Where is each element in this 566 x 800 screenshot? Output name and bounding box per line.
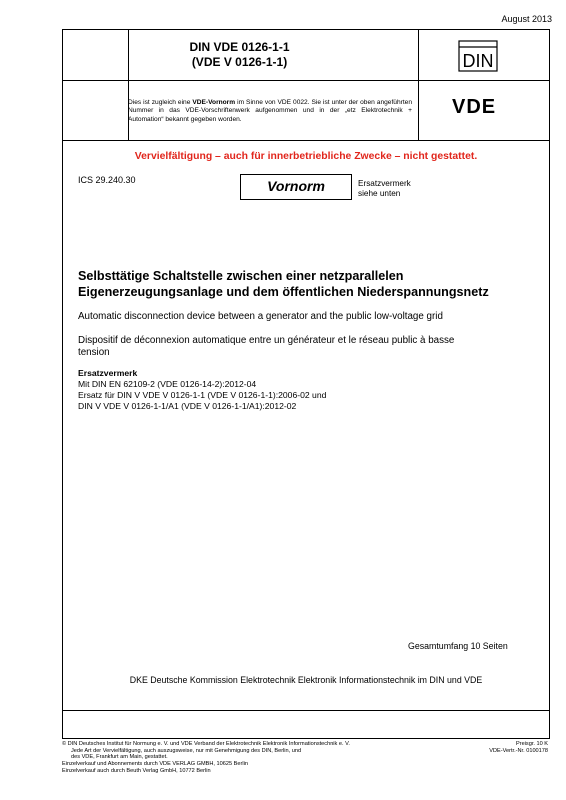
vde-notice: Dies ist zugleich eine VDE-Vornorm im Sinne von VDE 0022. Sie ist unter der oben angeführten Nummer in das VDE-Vorschriftenwerk aufgenommen und in der „etz Elektrotechnik + Automation“ bekannt gegeben worden. — [128, 99, 412, 123]
din-logo — [458, 40, 498, 72]
copy-warning: Vervielfältigung – auch für innerbetriebliche Zwecke – nicht gestattet. — [134, 151, 478, 162]
divider — [63, 710, 549, 711]
vornorm-badge: Vornorm — [240, 174, 352, 200]
publication-date: August 2013 — [501, 14, 552, 24]
price-info: Preisgr. 10 K VDE-Vertr.-Nr. 0100178 — [489, 741, 548, 754]
document-number-primary: DIN VDE 0126-1-1 — [189, 40, 290, 54]
title-english: Automatic disconnection device between a generator and the public low-voltage grid — [78, 311, 443, 322]
total-pages: Gesamtumfang 10 Seiten — [408, 641, 508, 651]
dke-statement: DKE Deutsche Kommission Elektrotechnik Elektronik Informationstechnik im DIN und VDE — [129, 675, 483, 685]
title-french: Dispositif de déconnexion automatique entre un générateur et le réseau public à basse tension — [78, 335, 455, 358]
svg-text:DIN: DIN — [462, 51, 494, 71]
ersatz-heading: Ersatzvermerk — [78, 368, 138, 378]
divider — [63, 80, 549, 81]
ersatz-line: Ersatz für DIN V VDE V 0126-1-1 (VDE V 0126-1-1):2006-02 und — [78, 390, 327, 400]
divider — [63, 140, 549, 141]
document-number — [62, 40, 417, 70]
ersatz-line: Mit DIN EN 62109-2 (VDE 0126-14-2):2012-04 — [78, 379, 257, 389]
ersatz-line: DIN V VDE V 0126-1-1/A1 (VDE V 0126-1-1/A1):2012-02 — [78, 401, 297, 411]
divider — [418, 30, 419, 140]
vde-logo: VDE — [452, 96, 497, 118]
ics-code: ICS 29.240.30 — [78, 175, 136, 185]
title-german: Selbsttätige Schaltstelle zwischen einer netzparallelen Eigenerzeugungsanlage und dem öffentlichen Niederspannungsnetz — [78, 269, 489, 299]
document-number-secondary: (VDE V 0126-1-1) — [191, 55, 288, 69]
copyright-footer: © DIN Deutsches Institut für Normung e. V. und VDE Verband der Elektrotechnik Elektronik Informationstechnik e. V. Jede Art der Vervielfältigung, auch auszugsweise, nur mit Genehmigung des DIN, Berlin, und des VDE, Frankfurt am Main, gestattet. Einzelverkauf und Abonnements durch VDE VERLAG GMBH, 10625 Berlin Einzelverkauf auch durch Beuth Verlag GmbH, 10772 Berlin — [62, 741, 350, 774]
ersatz-note: Ersatzvermerk siehe unten — [358, 179, 411, 198]
